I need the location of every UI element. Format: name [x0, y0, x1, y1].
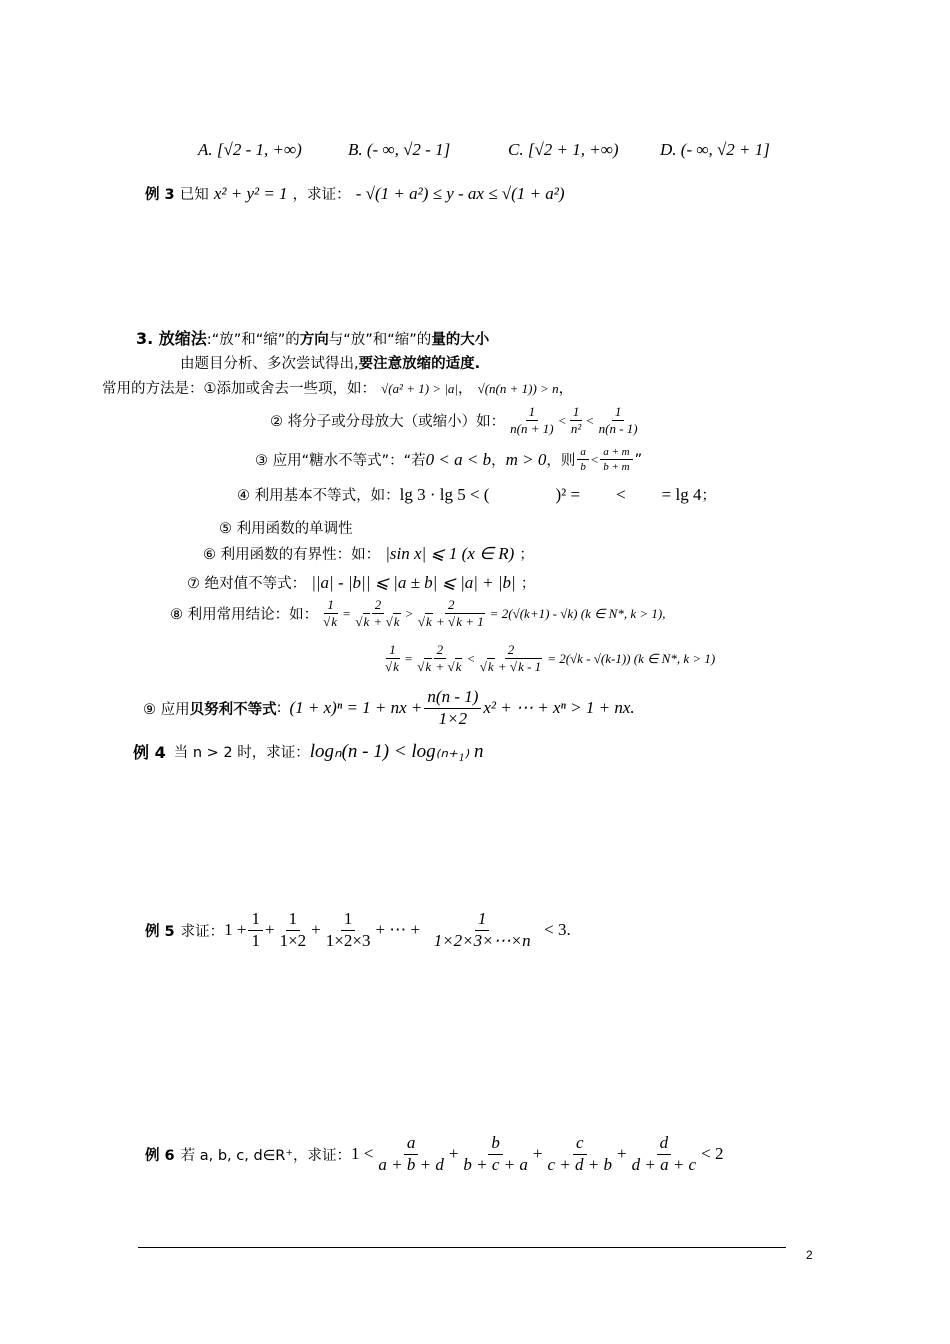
method-9-frac: $\frac{n(n - 1)}{1\times 2}$ [424, 688, 481, 728]
example-6-frac-1: $\frac{a}{a + b + d}$ [378, 1133, 444, 1174]
method-8-frac-5: $\frac{2}{√k + √k}$ [417, 642, 462, 675]
method-9-text-b: 贝努利不等式 [189, 701, 277, 718]
method-3-m: m > 0 [505, 449, 547, 469]
section-3-colon: : [206, 332, 212, 348]
method-7-end: ； [520, 576, 536, 592]
option-a: A. [√2 - 1, +∞) [198, 140, 302, 159]
method-8-frac-1: $\frac{1}{√k}$ [323, 597, 338, 630]
method-1-example-a: √(a² + 1) > |a| [381, 381, 458, 396]
example-5-prove: 求证： [180, 923, 225, 940]
method-2-frac-2: $\frac{1}{\text{n²}}$ [570, 404, 582, 437]
example-6-frac-3: $\frac{c}{c + d + b}$ [547, 1133, 613, 1174]
method-9 [143, 688, 635, 728]
method-8-frac-6: $\frac{2}{√k + √k - 1}$ [479, 642, 542, 675]
method-9-colon: : [276, 700, 282, 717]
section-3-line-2 [180, 352, 480, 373]
method-1-end: ， [558, 381, 574, 397]
method-4-end: ； [701, 488, 716, 504]
example-3-prove: ，求证： [292, 187, 351, 203]
method-7-expr: ||a| - |b|| ⩽ |a ± b| ⩽ |a| + |b| [311, 573, 516, 592]
example-4-inequality: logₙ(n - 1) < log₍ₙ₊₁₎ n [309, 741, 484, 762]
method-8-text: ⑧ 利用常用结论：如： [170, 607, 319, 624]
example-6-lead: 1 < [351, 1144, 374, 1164]
footer-divider [138, 1247, 786, 1248]
method-4 [237, 484, 716, 505]
example-6-label: 例 6 [145, 1147, 175, 1164]
example-3-condition: x² + y² = 1 [213, 184, 288, 203]
example-4 [133, 740, 483, 763]
method-6-text: ⑥ 利用函数的有界性：如： [203, 547, 381, 563]
section-3-line-2b: 要注意放缩的适度. [358, 356, 481, 372]
method-8-frac-2: $\frac{2}{√k + √k}$ [355, 597, 400, 630]
example-6-frac-2: $\frac{b}{b + c + a}$ [463, 1133, 528, 1174]
method-4-expr-d: = lg 4 [661, 484, 702, 504]
option-b: B. (- ∞, √2 - 1] [348, 140, 451, 159]
example-5-term-2: $\frac{1}{1\times 2}$ [279, 909, 307, 950]
example-3-given: 已知 [179, 187, 209, 203]
page-number: 2 [806, 1248, 813, 1262]
method-8-line-1: ⑧ 利用常用结论：如： $\frac{1}{√k}$ = $\frac{2}{√k + √k}$ > $\frac{2}{√k + √k + 1}$ = 2(√(k+1) - √k) (k ∈ N*, k > 1), [170, 597, 666, 630]
example-6-tail: < 2 [701, 1144, 724, 1164]
method-3-then: ，则 [546, 453, 576, 470]
method-9-expr-b: x² + ⋯ + xⁿ > 1 + nx. [483, 698, 635, 718]
method-2-text: ② 将分子或分母放大（或缩小）如： [270, 414, 506, 431]
method-3-text-a: ③ 应用“糖水不等式”：“若 [255, 453, 426, 470]
method-8-line-2: $\frac{1}{√k}$ = $\frac{2}{√k + √k}$ < $\frac{2}{√k + √k - 1}$ = 2(√k - √(k-1)) (k ∈ N*, k > 1) [380, 643, 715, 675]
example-3 [145, 183, 565, 204]
option-c: C. [√2 + 1, +∞) [508, 140, 619, 159]
example-5: 例 5 求证： 1 + $\frac{1}{1}$ + $\frac{1}{1\times 2}$ + $\frac{1}{1\times 2\times 3}$ + ⋯ + $\frac{1}{1\times 2\times 3\times\cdots\times n}$ < 3. [145, 909, 571, 950]
method-1-intro: 常用的方法是：①添加或舍去一些项，如： [102, 381, 376, 397]
method-6-expr: |sin x| ⩽ 1 (x ∈ R) [385, 544, 515, 563]
method-8-frac-4: $\frac{1}{√k}$ [385, 642, 399, 675]
method-6 [203, 543, 534, 564]
method-9-text-a: ⑨ 应用 [143, 701, 190, 718]
method-7 [187, 572, 535, 593]
method-4-text: ④ 利用基本不等式，如： [237, 488, 400, 504]
method-3-frac-1: $\frac{a}{b}$ [577, 446, 589, 473]
method-4-expr-c: < [616, 484, 626, 504]
method-4-expr-b: )² = [555, 484, 581, 504]
method-2: ② 将分子或分母放大（或缩小）如： $\frac{1}{n(n + 1)}$ < $\frac{1}{\text{n²}}$ < $\frac{1}{n(n - 1)}$ [270, 405, 643, 437]
example-4-condition: 当 n > 2 时，求证： [173, 745, 310, 761]
method-6-end: ； [519, 547, 534, 563]
section-3-text-3: 与“放”和“缩”的 [328, 332, 432, 348]
example-5-lead: 1 + [224, 920, 247, 940]
example-5-label: 例 5 [145, 923, 175, 940]
section-3-line-2a: 由题目分析、多次尝试得出, [180, 356, 359, 372]
method-8-frac-3: $\frac{2}{√k + √k + 1}$ [417, 597, 484, 630]
example-3-label: 例 3 [145, 187, 175, 203]
example-6-frac-4: $\frac{d}{d + a + c}$ [631, 1133, 697, 1174]
method-5: ⑤ 利用函数的单调性 [219, 521, 353, 537]
example-6: 例 6 若 a, b, c, d∈R⁺，求证： 1 < $\frac{a}{a + b + d}$ + $\frac{b}{b + c + a}$ + $\frac{c}{c + d + b}$ + $\frac{d}{d + a + c}$ < 2 [145, 1133, 724, 1174]
section-3-text-2: 方向 [299, 332, 329, 348]
example-5-term-3: $\frac{1}{1\times 2\times 3}$ [325, 909, 371, 950]
method-1-example-b: √(n(n + 1)) > n [477, 381, 559, 396]
method-4-expr-a: lg 3 · lg 5 < ( [399, 484, 490, 504]
method-7-text: ⑦ 绝对值不等式： [187, 576, 307, 592]
section-3-text-4: 量的大小 [431, 332, 490, 348]
method-1-sep: ， [457, 381, 473, 397]
method-3-sep: ， [491, 453, 506, 470]
example-5-dots: + ⋯ + [375, 920, 421, 940]
section-3-title: 3. 放缩法 [136, 329, 207, 348]
example-5-term-1: $\frac{1}{1}$ [248, 910, 263, 950]
method-3-cond: 0 < a < b [425, 449, 492, 469]
example-4-label: 例 4 [133, 743, 166, 762]
method-8-result-1: = 2(√(k+1) - √k) (k ∈ N*, k > 1), [489, 605, 666, 621]
method-9-expr-a: (1 + x)ⁿ = 1 + nx + [289, 698, 423, 718]
option-d: D. (- ∞, √2 + 1] [660, 140, 770, 159]
example-3-inequality: - √(1 + a²) ≤ y - ax ≤ √(1 + a²) [355, 184, 565, 203]
method-3: ③ 应用“糖水不等式”：“若 0 < a < b ， m > 0 ，则 $\frac{a}{b}$ < $\frac{a + m}{b + m}$ ” [255, 446, 643, 474]
method-2-frac-3: $\frac{1}{n(n - 1)}$ [598, 404, 638, 437]
method-3-frac-2: $\frac{a + m}{b + m}$ [600, 446, 632, 473]
method-3-quote: ” [634, 451, 643, 468]
method-2-frac-1: $\frac{1}{n(n + 1)}$ [510, 404, 554, 437]
section-3-text-1: “放”和“缩”的 [211, 332, 300, 348]
example-6-condition: 若 a, b, c, d∈R⁺，求证： [180, 1147, 352, 1164]
method-1 [102, 377, 573, 398]
section-3-title-line [136, 326, 489, 349]
example-5-term-n: $\frac{1}{1\times 2\times 3\times\cdots\times n}$ [433, 909, 531, 950]
example-5-tail: < 3. [544, 920, 571, 940]
method-8-result-2: = 2(√k - √(k-1)) (k ∈ N*, k > 1) [547, 650, 716, 666]
